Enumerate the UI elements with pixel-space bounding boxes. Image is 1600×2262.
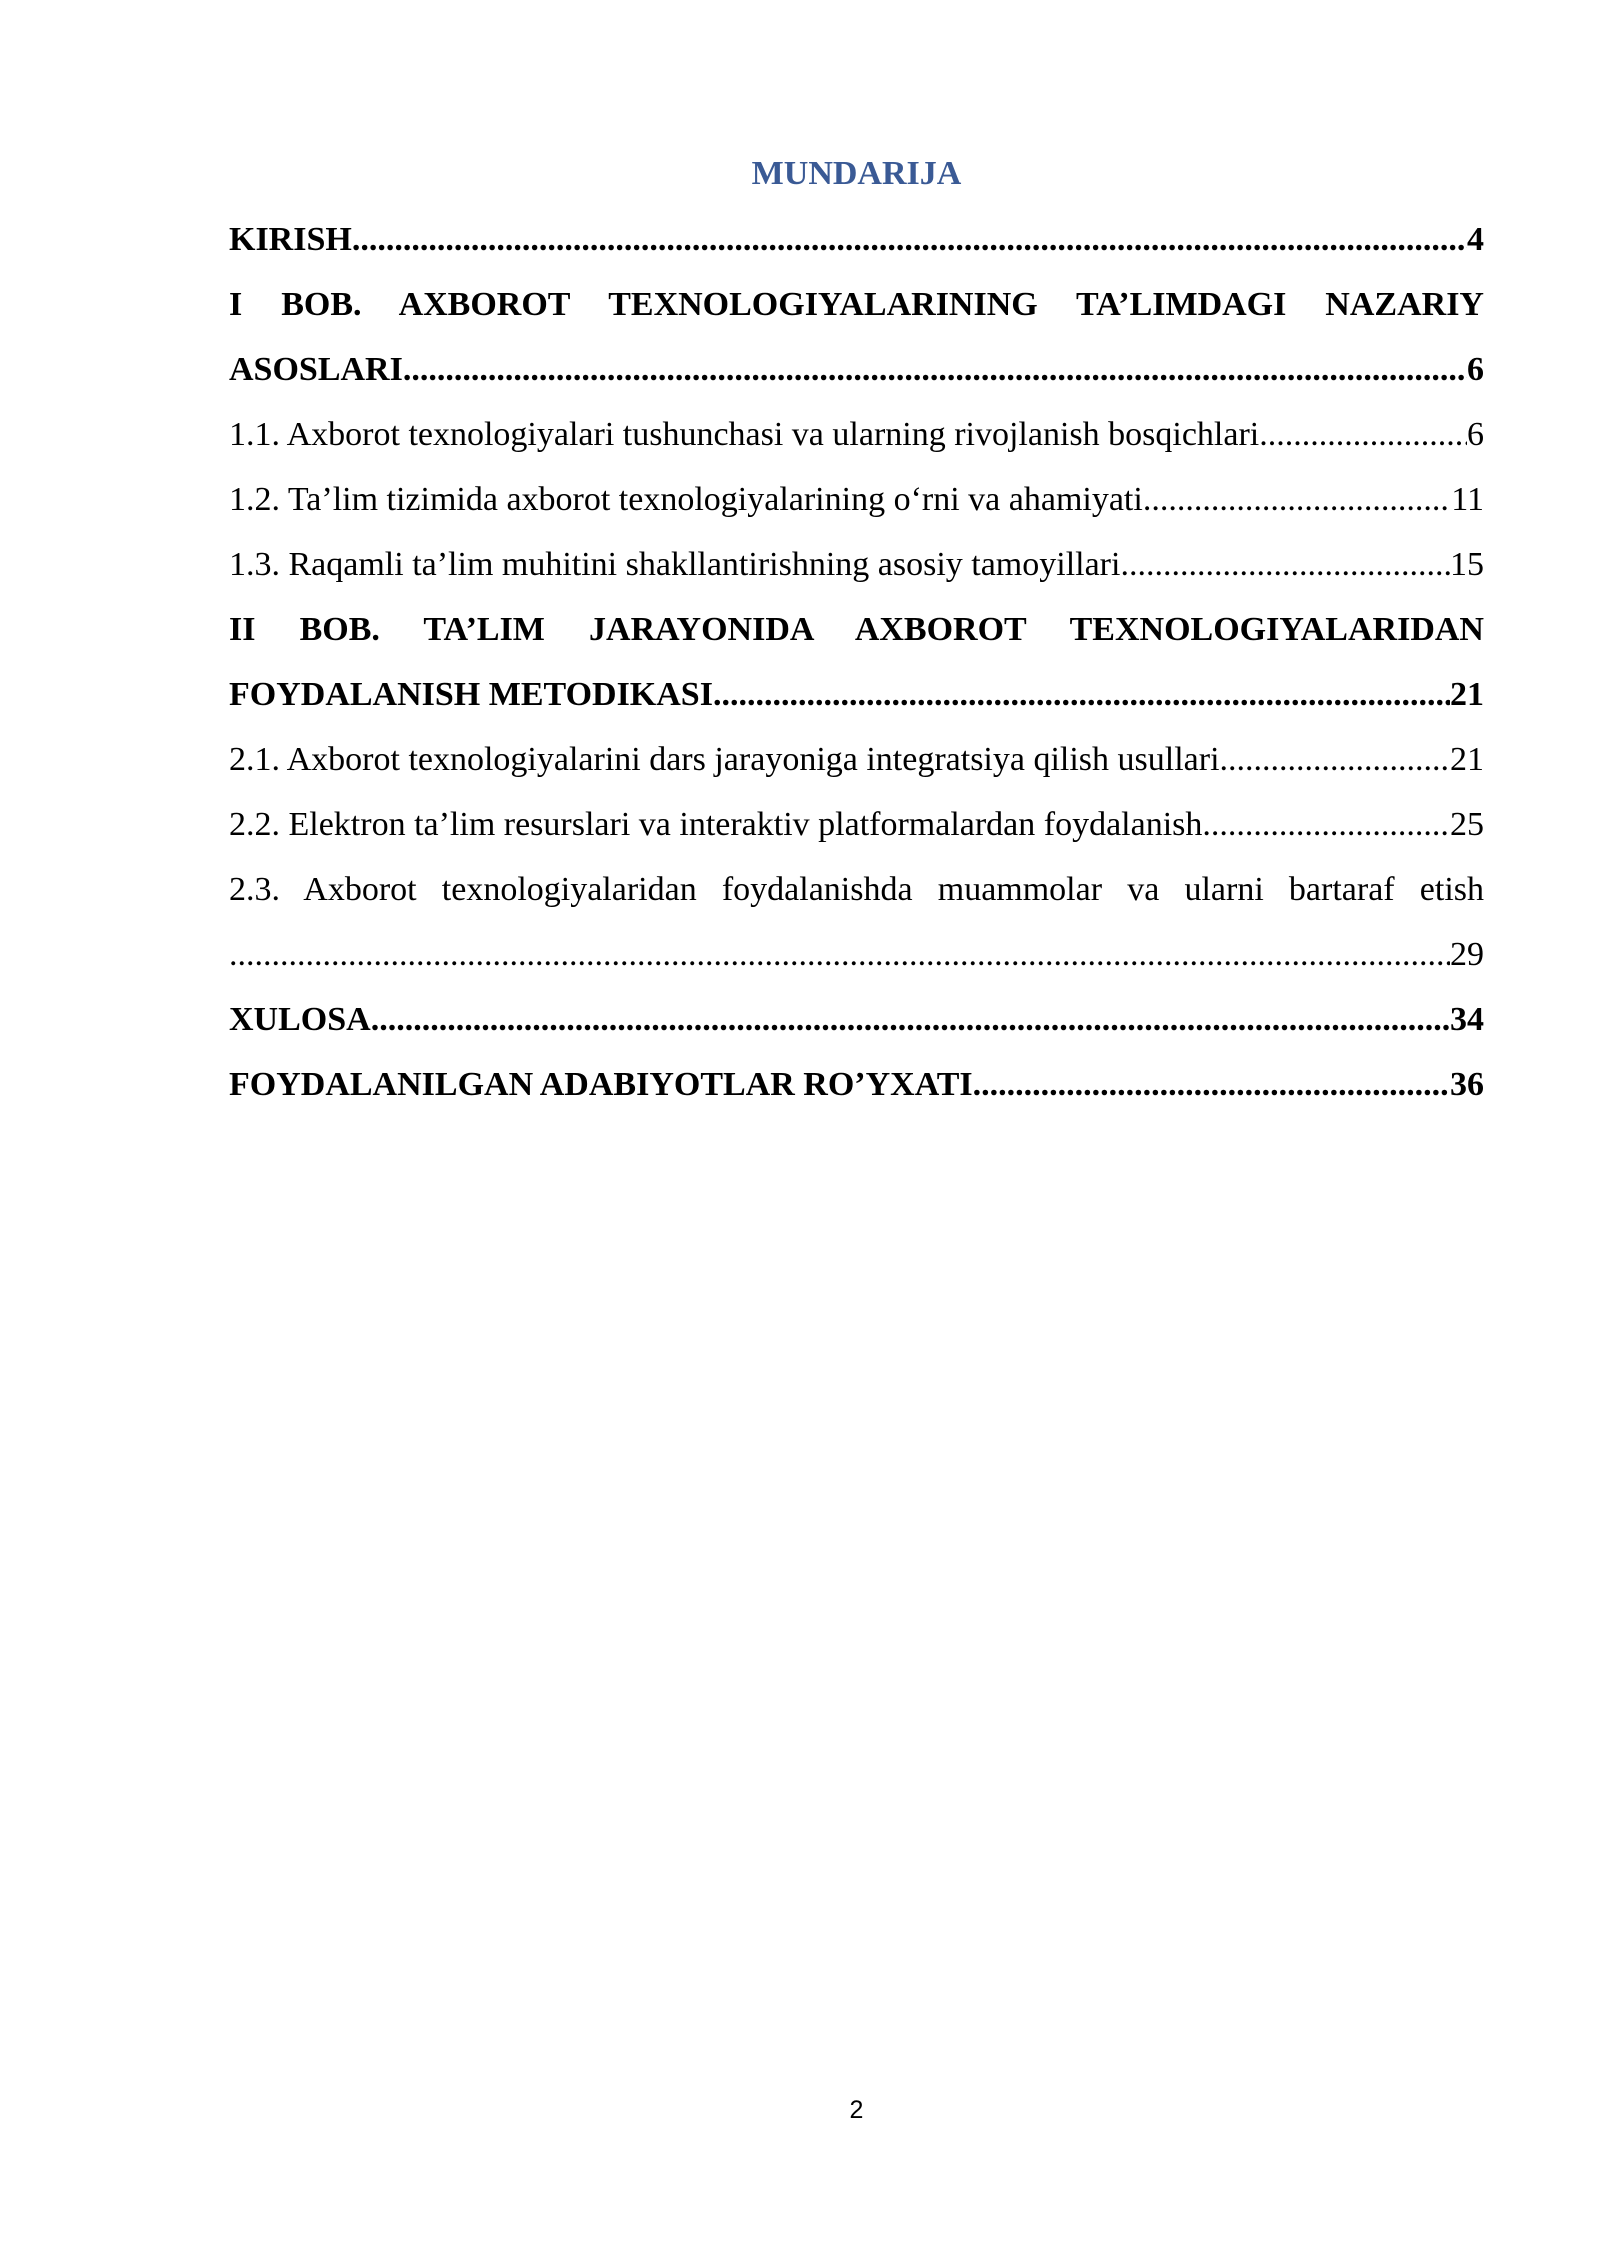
toc-entry-page: 25 — [1450, 806, 1484, 843]
toc-entry-chapter1-line2[interactable] — [229, 337, 1484, 402]
toc-entry-page: 21 — [1450, 676, 1484, 713]
toc-entry-2-1[interactable] — [229, 727, 1484, 792]
dot-leader — [371, 987, 1450, 1052]
toc-entry-label: FOYDALANISH METODIKASI — [229, 676, 713, 713]
toc-entry-page: 36 — [1450, 1066, 1484, 1103]
document-page — [229, 0, 1484, 2262]
toc-entry-label: II BOB. TA’LIM JARAYONIDA AXBOROT TEXNOLOGIYALARIDAN — [229, 611, 1484, 648]
toc-entry-1-2[interactable] — [229, 467, 1484, 532]
toc-entry-page: 29 — [1450, 936, 1484, 973]
toc-entry-kirish[interactable] — [229, 207, 1484, 272]
toc-entry-1-3[interactable] — [229, 532, 1484, 597]
table-of-contents — [229, 207, 1484, 1117]
toc-title: MUNDARIJA — [751, 155, 962, 192]
dot-leader — [1143, 467, 1451, 532]
toc-entry-page: 21 — [1450, 741, 1484, 778]
dot-leader — [1220, 727, 1450, 792]
toc-entry-page: 11 — [1451, 481, 1484, 518]
toc-entry-page: 6 — [1467, 351, 1484, 388]
toc-entry-label: 1.1. Axborot texnologiyalari tushunchasi va ularning rivojlanish bosqichlari — [229, 416, 1260, 453]
toc-entry-2-3-line1[interactable] — [229, 857, 1484, 922]
dot-leader — [229, 922, 1450, 987]
toc-entry-label: ASOSLARI — [229, 351, 403, 388]
toc-entry-2-3-line2[interactable] — [229, 922, 1484, 987]
toc-entry-chapter1-line1[interactable] — [229, 272, 1484, 337]
toc-entry-label: 2.2. Elektron ta’lim resurslari va interaktiv platformalardan foydalanish — [229, 806, 1203, 843]
page-number: 2 — [849, 2096, 864, 2124]
dot-leader — [1120, 532, 1450, 597]
dot-leader — [713, 662, 1450, 727]
toc-entry-page: 15 — [1450, 546, 1484, 583]
toc-entry-chapter2-line2[interactable] — [229, 662, 1484, 727]
toc-entry-label: 2.3. Axborot texnologiyalaridan foydalanishda muammolar va ularni bartaraf etish — [229, 871, 1484, 908]
toc-entry-references[interactable] — [229, 1052, 1484, 1117]
toc-entry-label: 1.2. Ta’lim tizimida axborot texnologiyalarining o‘rni va ahamiyati — [229, 481, 1143, 518]
toc-entry-page: 6 — [1467, 416, 1484, 453]
toc-entry-label: XULOSA — [229, 1001, 371, 1038]
toc-entry-page: 4 — [1467, 221, 1484, 258]
dot-leader — [1202, 792, 1450, 857]
dot-leader — [352, 207, 1467, 272]
toc-entry-label: 2.1. Axborot texnologiyalarini dars jarayoniga integratsiya qilish usullari — [229, 741, 1220, 778]
toc-entry-label: I BOB. AXBOROT TEXNOLOGIYALARINING TA’LIMDAGI NAZARIY — [229, 286, 1484, 323]
toc-entry-1-1[interactable] — [229, 402, 1484, 467]
toc-entry-label: 1.3. Raqamli ta’lim muhitini shakllantirishning asosiy tamoyillari — [229, 546, 1121, 583]
toc-entry-page: 34 — [1450, 1001, 1484, 1038]
toc-entry-label: FOYDALANILGAN ADABIYOTLAR RO’YXATI — [229, 1066, 973, 1103]
toc-entry-chapter2-line1[interactable] — [229, 597, 1484, 662]
toc-entry-xulosa[interactable] — [229, 987, 1484, 1052]
dot-leader — [973, 1052, 1450, 1117]
toc-entry-2-2[interactable] — [229, 792, 1484, 857]
dot-leader — [1259, 402, 1467, 467]
toc-entry-label: KIRISH — [229, 221, 352, 258]
dot-leader — [403, 337, 1467, 402]
